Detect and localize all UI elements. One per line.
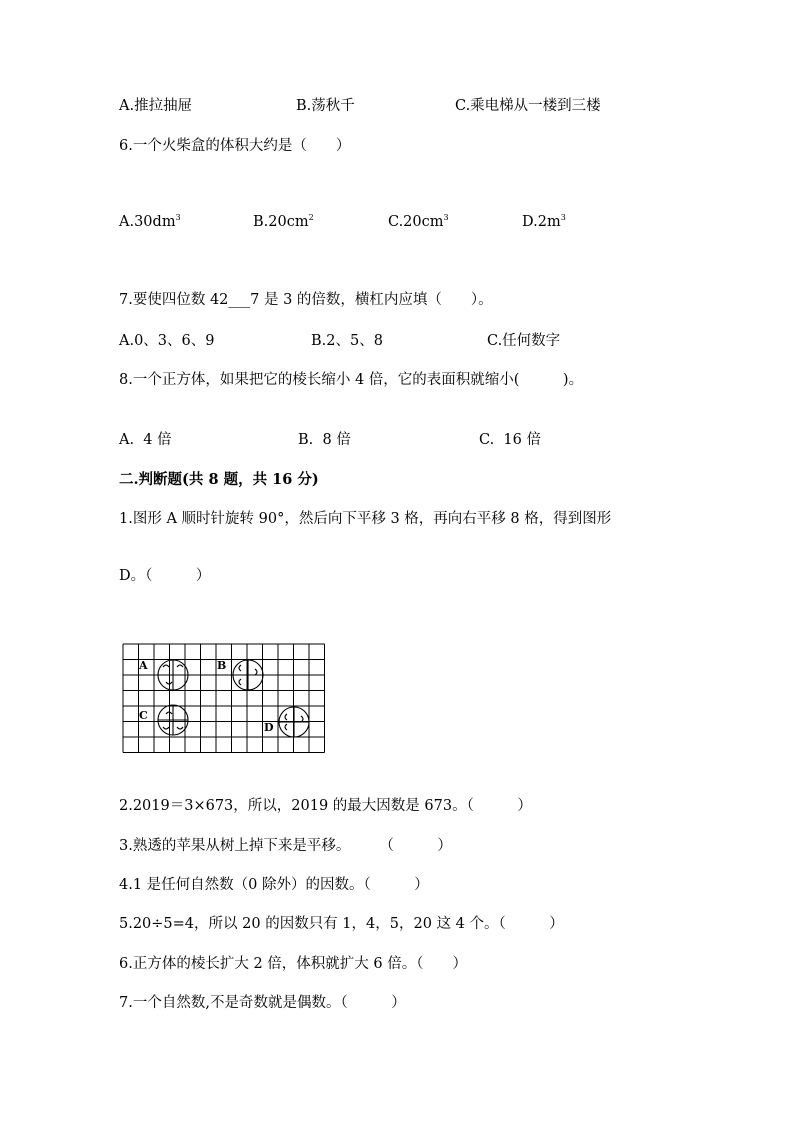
q8-option-a: A. 4 倍: [119, 432, 172, 448]
figure-d: [279, 707, 309, 737]
judge-7: 7.一个自然数,不是奇数就是偶数。（ ）: [119, 995, 406, 1011]
q6-option-b: $B.20cm^2$: [253, 213, 314, 230]
figure-label-c: C: [139, 709, 148, 722]
judge-1-line2: D。（ ）: [119, 568, 211, 584]
q5-option-c: C.乘电梯从一楼到三楼: [455, 98, 601, 114]
q5-option-b: B.荡秋千: [296, 98, 355, 114]
judge-3: 3.熟透的苹果从树上掉下来是平移。 （ ）: [119, 838, 452, 854]
q6-option-c: $C.20cm^3$: [388, 213, 449, 230]
judge-6: 6.正方体的棱长扩大 2 倍，体积就扩大 6 倍。（ ）: [119, 956, 467, 972]
judge-1-line1: 1.图形 A 顺时针旋转 90°，然后向下平移 3 格，再向右平移 8 格，得到图形: [119, 511, 612, 527]
section-title: 二.判断题(共 8 题，共 16 分): [119, 471, 319, 488]
q7-option-a: A.0、3、6、9: [119, 333, 215, 349]
q5-option-a: A.推拉抽屉: [119, 98, 193, 114]
figure-label-d: D: [264, 721, 274, 734]
q7-option-c: C.任何数字: [487, 333, 561, 349]
judge-2: 2.2019＝3×673，所以，2019 的最大因数是 673。（ ）: [119, 798, 532, 814]
q8-stem: 8.一个正方体，如果把它的棱长缩小 4 倍，它的表面积就缩小( )。: [119, 372, 584, 388]
q6-option-a: $A.30dm^3$: [119, 213, 181, 230]
q7-option-b: B.2、5、8: [311, 333, 383, 349]
figure-label-b: B: [217, 659, 227, 672]
rotation-grid-figure: [122, 643, 326, 753]
q7-stem: 7.要使四位数 42___7 是 3 的倍数，横杠内应填（ ）。: [119, 292, 493, 308]
figure-c: [158, 705, 188, 735]
q6-stem: 6.一个火柴盒的体积大约是（ ）: [119, 138, 351, 154]
q8-option-c: C. 16 倍: [479, 432, 541, 448]
q6-option-d: $D.2m^3$: [522, 213, 566, 230]
judge-4: 4.1 是任何自然数（0 除外）的因数。（ ）: [119, 877, 429, 893]
judge-5: 5.20÷5=4，所以 20 的因数只有 1，4，5，20 这 4 个。（ ）: [119, 916, 564, 932]
figure-b: [233, 660, 263, 690]
q8-option-b: B. 8 倍: [298, 432, 351, 448]
figure-a: [158, 660, 188, 690]
figure-label-a: A: [139, 659, 148, 672]
